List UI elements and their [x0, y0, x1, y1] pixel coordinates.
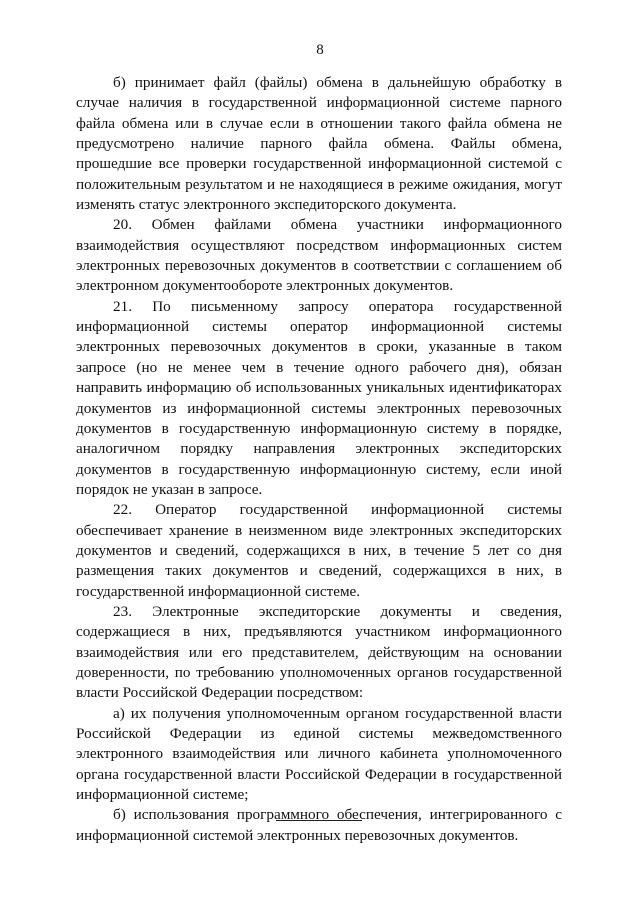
paragraph-20-file-exchange: 20. Обмен файлами обмена участники информационного взаимодействия осуществляют посредством информационных систем электронных перевозочных документов в соответствии с соглашением об электронном документообороте электронных документов.: [76, 216, 562, 295]
end-of-document-separator: [276, 820, 362, 821]
paragraph-22-document-storage: 22. Оператор государственной информационной системы обеспечивает хранение в неизменном виде электронных экспедиторских документов и сведений, содержащихся в них, в течение 5 лет со дня размещения таких документов и сведений, содержащихся в них, в государственной информационной системе.: [76, 501, 562, 600]
paragraph-23-item-b: б) использования программного обеспечения, интегрированного с информационной системой электронных перевозочных документов.: [76, 806, 562, 844]
paragraph-23-item-a: а) их получения уполномоченным органом государственной власти Российской Федерации из единой системы межведомственного электронного взаимодействия или личного кабинета уполномоченного органа государственной власти Российской Федерации в государственной информационной системе;: [76, 704, 562, 804]
paragraph-23-document-presentation: 23. Электронные экспедиторские документы и сведения, содержащиеся в них, предъявляются участником информационного взаимодействия или его представителем, действующим на основании доверенности, по требованию уполномоченных органов государственной власти Российской Федерации посредством:: [76, 602, 562, 702]
document-body: [76, 73, 562, 846]
page-number: 8: [316, 42, 324, 58]
paragraph-21-written-request: 21. По письменному запросу оператора государственной информационной системы оператор информационной системы электронных перевозочных документов в сроки, указанные в таком запросе (но не менее чем в течение одного рабочего дня), обязан направить информацию об использованных уникальных идентификаторах документов из информационной системы электронных перевозочных документов в государственную информационную систему в порядке, аналогичном порядку направления электронных экспедиторских документов в государственную информационную систему, если иной порядок не указан в запросе.: [76, 297, 562, 498]
paragraph-item-b-accepts-file: б) принимает файл (файлы) обмена в дальнейшую обработку в случае наличия в государственной информационной системе парного файла обмена или в случае если в отношении такого файла обмена не предусмотрено наличие парного файла обмена. Файлы обмена, прошедшие все проверки государственной информационной системой с положительным результатом и не находящиеся в режиме ожидания, могут изменять статус электронного экспедиторского документа.: [76, 74, 562, 214]
